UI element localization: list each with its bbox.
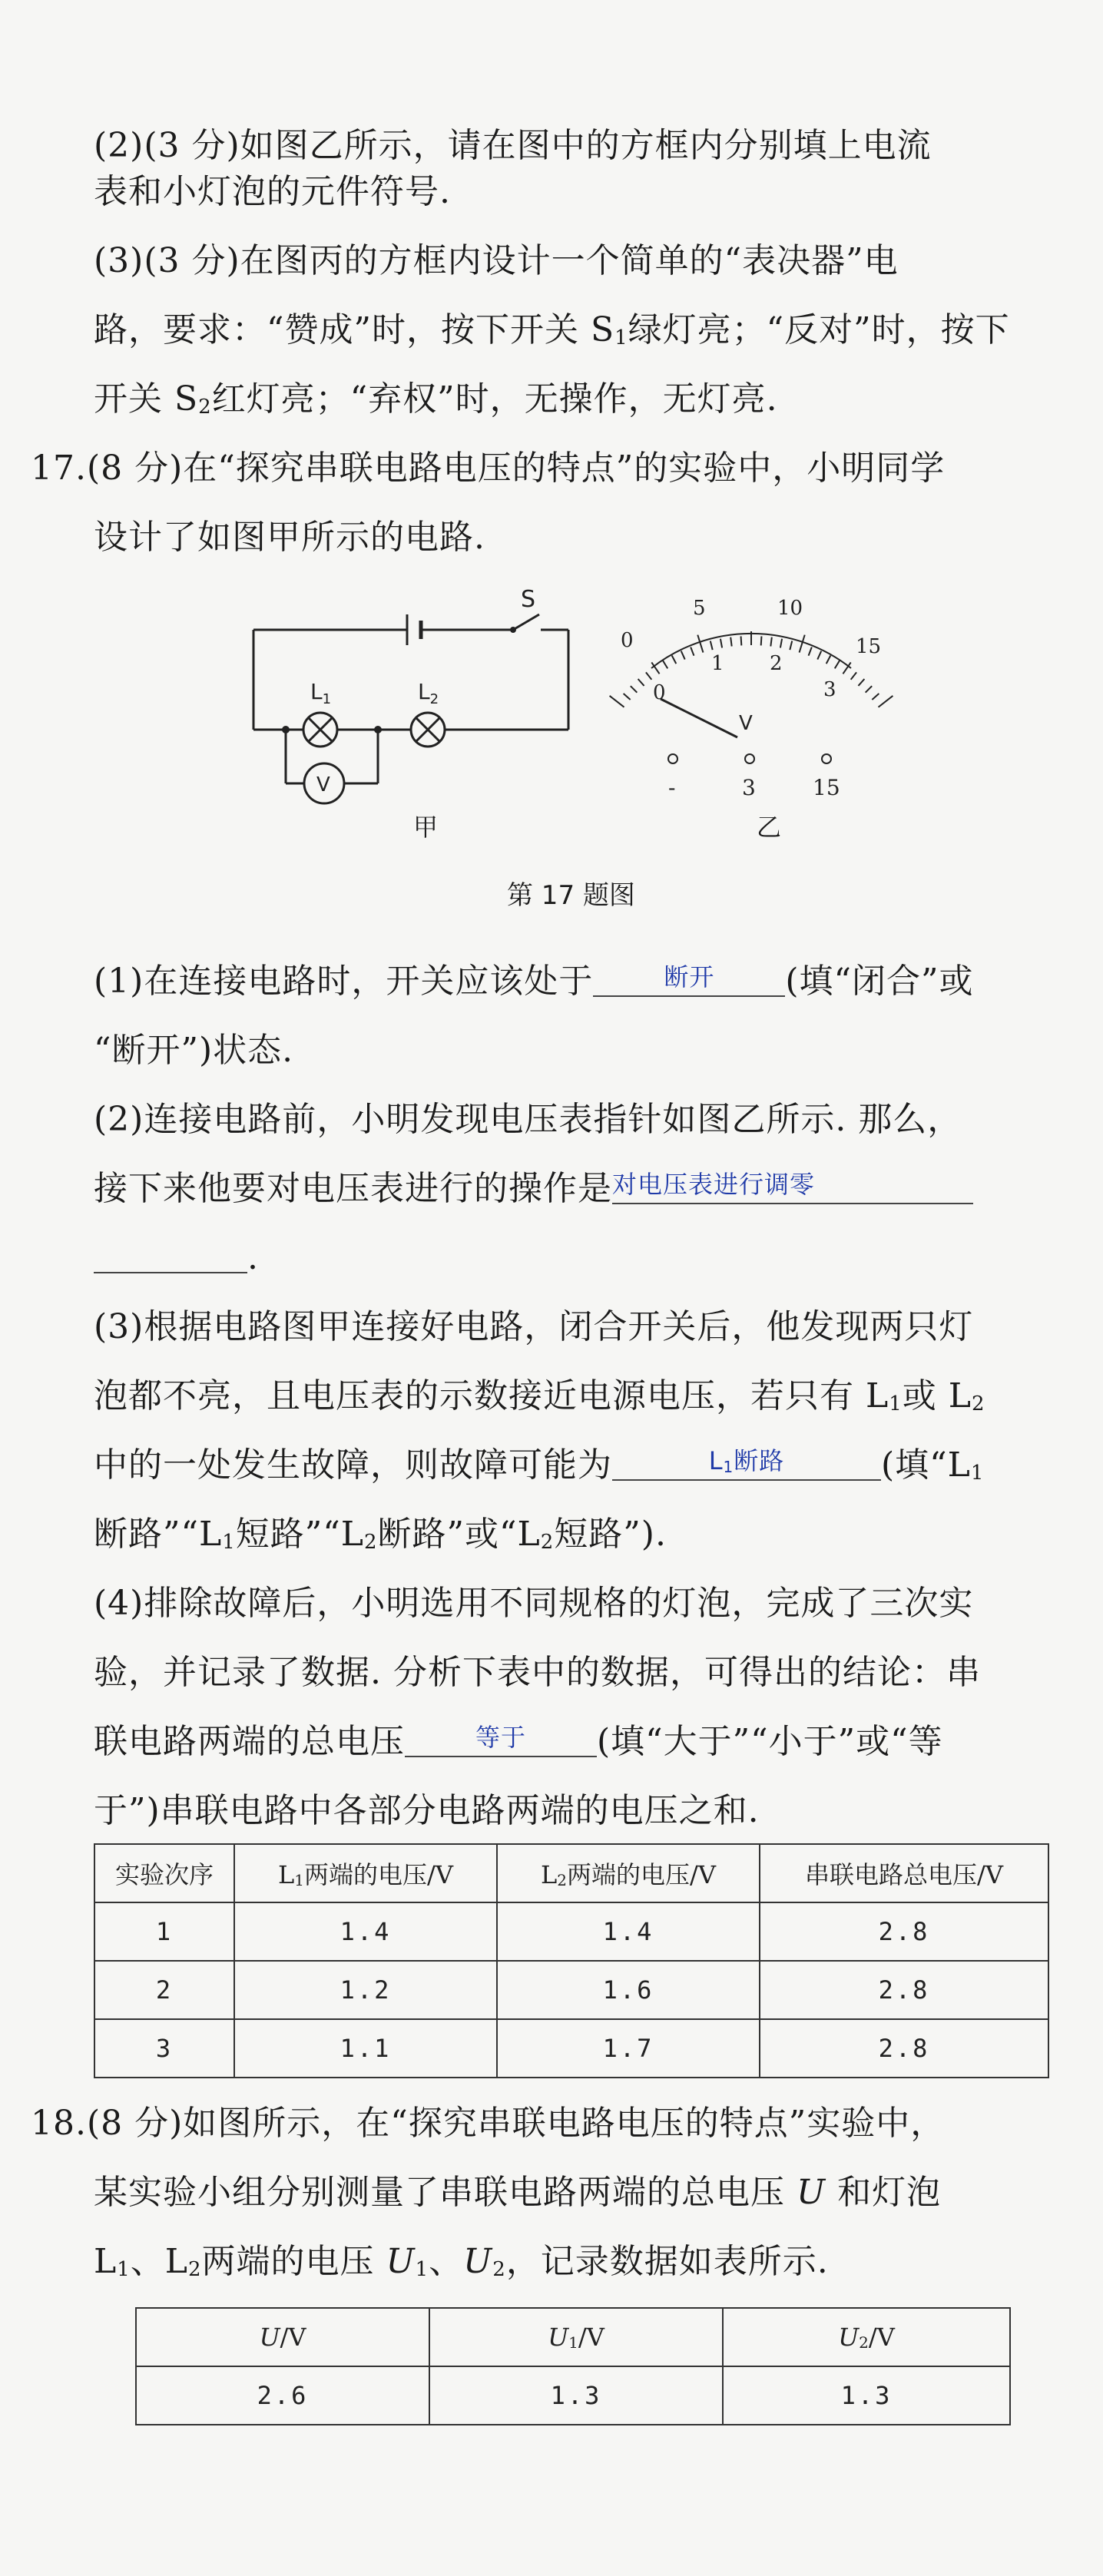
voltmeter-symbol: V	[316, 773, 330, 796]
figure-caption: 第 17 题图	[507, 880, 635, 911]
dial-unit: V	[739, 712, 753, 735]
table-header: 串联电路总电压/V	[760, 1844, 1048, 1902]
dial-tick	[851, 672, 856, 679]
q17-intro-line1: 17.(8 分)在“探究串联电路电压的特点”的实验中，小明同学	[31, 449, 946, 488]
dial-tick	[878, 696, 893, 707]
dial-tick	[624, 694, 631, 700]
dial-tick	[730, 637, 731, 647]
table-header: $U_1/V$	[429, 2308, 723, 2366]
dial-tick	[638, 679, 644, 686]
table-row	[94, 1961, 1048, 2019]
terminal-label-negative: -	[668, 775, 676, 800]
table-cell: 2.6	[136, 2366, 429, 2425]
q17-intro-line2: 设计了如图甲所示的电路.	[94, 518, 485, 557]
q16-part3-line2: 路，要求：“赞成”时，按下开关 $S_1$绿灯亮；“反对”时，按下	[94, 310, 1010, 349]
table-header-row	[136, 2308, 1010, 2366]
q17-answer-blank-3[interactable]: $L_1$断路	[612, 1442, 881, 1481]
q17-part4-line4: 于”)串联电路中各部分电路两端的电压之和.	[94, 1791, 760, 1830]
dial-bottom-2: 2	[770, 652, 783, 675]
junction-dot	[282, 726, 290, 733]
q17-part1-line1: (1)在连接电路时，开关应该处于 断开 (填“闭合”或	[94, 959, 973, 1005]
l1-label: $L_1$	[310, 679, 332, 707]
q17-part1-line2: “断开”)状态.	[94, 1031, 294, 1070]
switch-label: S	[521, 586, 536, 613]
q17-data-table	[94, 1843, 1049, 2078]
dial-tick	[790, 641, 792, 650]
table-cell: 1	[94, 1902, 234, 1961]
q17-circuit-diagram	[230, 584, 599, 845]
dial-tick	[809, 647, 812, 655]
dial-tick	[761, 636, 762, 645]
terminal-3	[745, 754, 754, 763]
q17-answer-blank-1[interactable]: 断开	[593, 959, 785, 997]
q17-answer-blank-2[interactable]: 对电压表进行调零	[612, 1166, 973, 1204]
dial-top-15: 15	[856, 635, 882, 658]
dial-bottom-1: 1	[711, 652, 724, 675]
dial-tick	[835, 661, 840, 668]
table-cell: 1.4	[234, 1902, 497, 1961]
q17-part2-line3: .	[94, 1235, 259, 1281]
table-header: U/V	[136, 2308, 429, 2366]
table-cell: 1.2	[234, 1961, 497, 2019]
q16-part2-line2: 表和小灯泡的元件符号.	[94, 172, 451, 211]
dial-tick	[826, 656, 831, 664]
q17-part4-line1: (4)排除故障后，小明选用不同规格的灯泡，完成了三次实	[94, 1584, 974, 1623]
q18-intro-line2: 某实验小组分别测量了串联电路两端的总电压 U 和灯泡	[94, 2173, 942, 2212]
table-cell: 2.8	[760, 2019, 1048, 2078]
junction-dot	[374, 726, 382, 733]
q16-part3-line3: 开关 $S_2$红灯亮；“弃权”时，无操作，无灯亮.	[94, 379, 778, 419]
table-cell: 1.3	[723, 2366, 1010, 2425]
l2-label: $L_2$	[418, 679, 439, 707]
figure-yi-label: 乙	[757, 813, 782, 842]
q17-answer-blank-4[interactable]: 等于	[405, 1719, 597, 1757]
q17-part3-line1: (3)根据电路图甲连接好电路，闭合开关后，他发现两只灯	[94, 1307, 974, 1346]
dial-tick	[610, 696, 624, 707]
table-header-row	[94, 1844, 1048, 1902]
table-cell: 1.3	[429, 2366, 723, 2425]
table-header: $L_1$两端的电压/V	[234, 1844, 497, 1902]
table-row	[94, 2019, 1048, 2078]
terminal-label-15: 15	[813, 775, 840, 800]
table-cell: 2.8	[760, 1961, 1048, 2019]
table-row	[94, 1902, 1048, 1961]
table-cell: 1.4	[497, 1902, 760, 1961]
dial-tick	[872, 694, 879, 700]
figure-jia-label: 甲	[413, 813, 439, 842]
dial-tick	[770, 637, 771, 647]
dial-top-10: 10	[777, 597, 803, 620]
dial-tick	[866, 686, 872, 692]
dial-tick	[672, 656, 677, 664]
dial-tick	[631, 686, 637, 692]
table-header: $U_2/V$	[723, 2308, 1010, 2366]
table-cell: 2	[94, 1961, 234, 2019]
table-header: 实验次序	[94, 1844, 234, 1902]
table-cell: 2.8	[760, 1902, 1048, 1961]
switch-pivot	[510, 627, 516, 633]
q17-part2-line1: (2)连接电路前，小明发现电压表指针如图乙所示. 那么，	[94, 1100, 962, 1139]
dial-tick	[646, 672, 651, 679]
dial-needle	[661, 699, 737, 737]
q17-answer-blank-2-cont[interactable]	[94, 1235, 247, 1273]
dial-bottom-3: 3	[823, 678, 836, 701]
q17-part4-line3: 联电路两端的总电压 等于 (填“大于”“小于”或“等	[94, 1719, 943, 1765]
table-row	[136, 2366, 1010, 2425]
q17-part3-line2: 泡都不亮，且电压表的示数接近电源电压，若只有 $L_1$或 $L_2$	[94, 1376, 985, 1415]
q16-part3-line1: (3)(3 分)在图丙的方框内设计一个简单的“表决器”电	[94, 241, 899, 280]
dial-tick	[780, 639, 782, 648]
terminal-15	[822, 754, 831, 763]
dial-tick	[681, 651, 685, 660]
dial-tick	[691, 647, 694, 655]
q17-part4-line2: 验，并记录了数据. 分析下表中的数据，可得出的结论：串	[94, 1653, 981, 1692]
q17-part2-line2: 接下来他要对电压表进行的操作是 对电压表进行调零	[94, 1166, 973, 1212]
terminal-negative	[668, 754, 677, 763]
dial-tick	[697, 635, 703, 653]
q17-voltmeter-dial	[607, 584, 906, 814]
dial-tick	[800, 635, 805, 653]
terminal-label-3: 3	[742, 775, 756, 800]
q17-part3-line3: 中的一处发生故障，则故障可能为 $L_1$断路 (填“$L_1$	[94, 1442, 984, 1488]
dial-tick	[720, 639, 722, 648]
table-cell: 1.7	[497, 2019, 760, 2078]
dial-tick	[817, 651, 821, 660]
table-cell: 1.6	[497, 1961, 760, 2019]
dial-zero-top: 0	[621, 629, 634, 652]
q16-part2-line1: (2)(3 分)如图乙所示，请在图中的方框内分别填上电流	[94, 126, 932, 165]
q17-part3-line4: 断路$”“L_1$短路$”“L_2$断路”或“$L_2$短路”).	[94, 1515, 667, 1554]
table-cell: 1.1	[234, 2019, 497, 2078]
switch-blade	[513, 614, 539, 630]
dial-tick	[858, 679, 864, 686]
dial-tick	[663, 661, 667, 668]
dial-top-5: 5	[693, 597, 706, 620]
dial-bottom-0: 0	[653, 681, 666, 704]
q18-data-table	[135, 2307, 1011, 2425]
dial-tick	[741, 636, 742, 645]
q18-intro-line1: 18.(8 分)如图所示，在“探究串联电路电压的特点”实验中，	[31, 2104, 946, 2143]
dial-tick	[710, 641, 713, 650]
table-cell: 3	[94, 2019, 234, 2078]
table-header: $L_2$两端的电压/V	[497, 1844, 760, 1902]
q18-intro-line3: $L_1$、$L_2$两端的电压 $U_1$、$U_2$，记录数据如表所示.	[94, 2242, 829, 2281]
